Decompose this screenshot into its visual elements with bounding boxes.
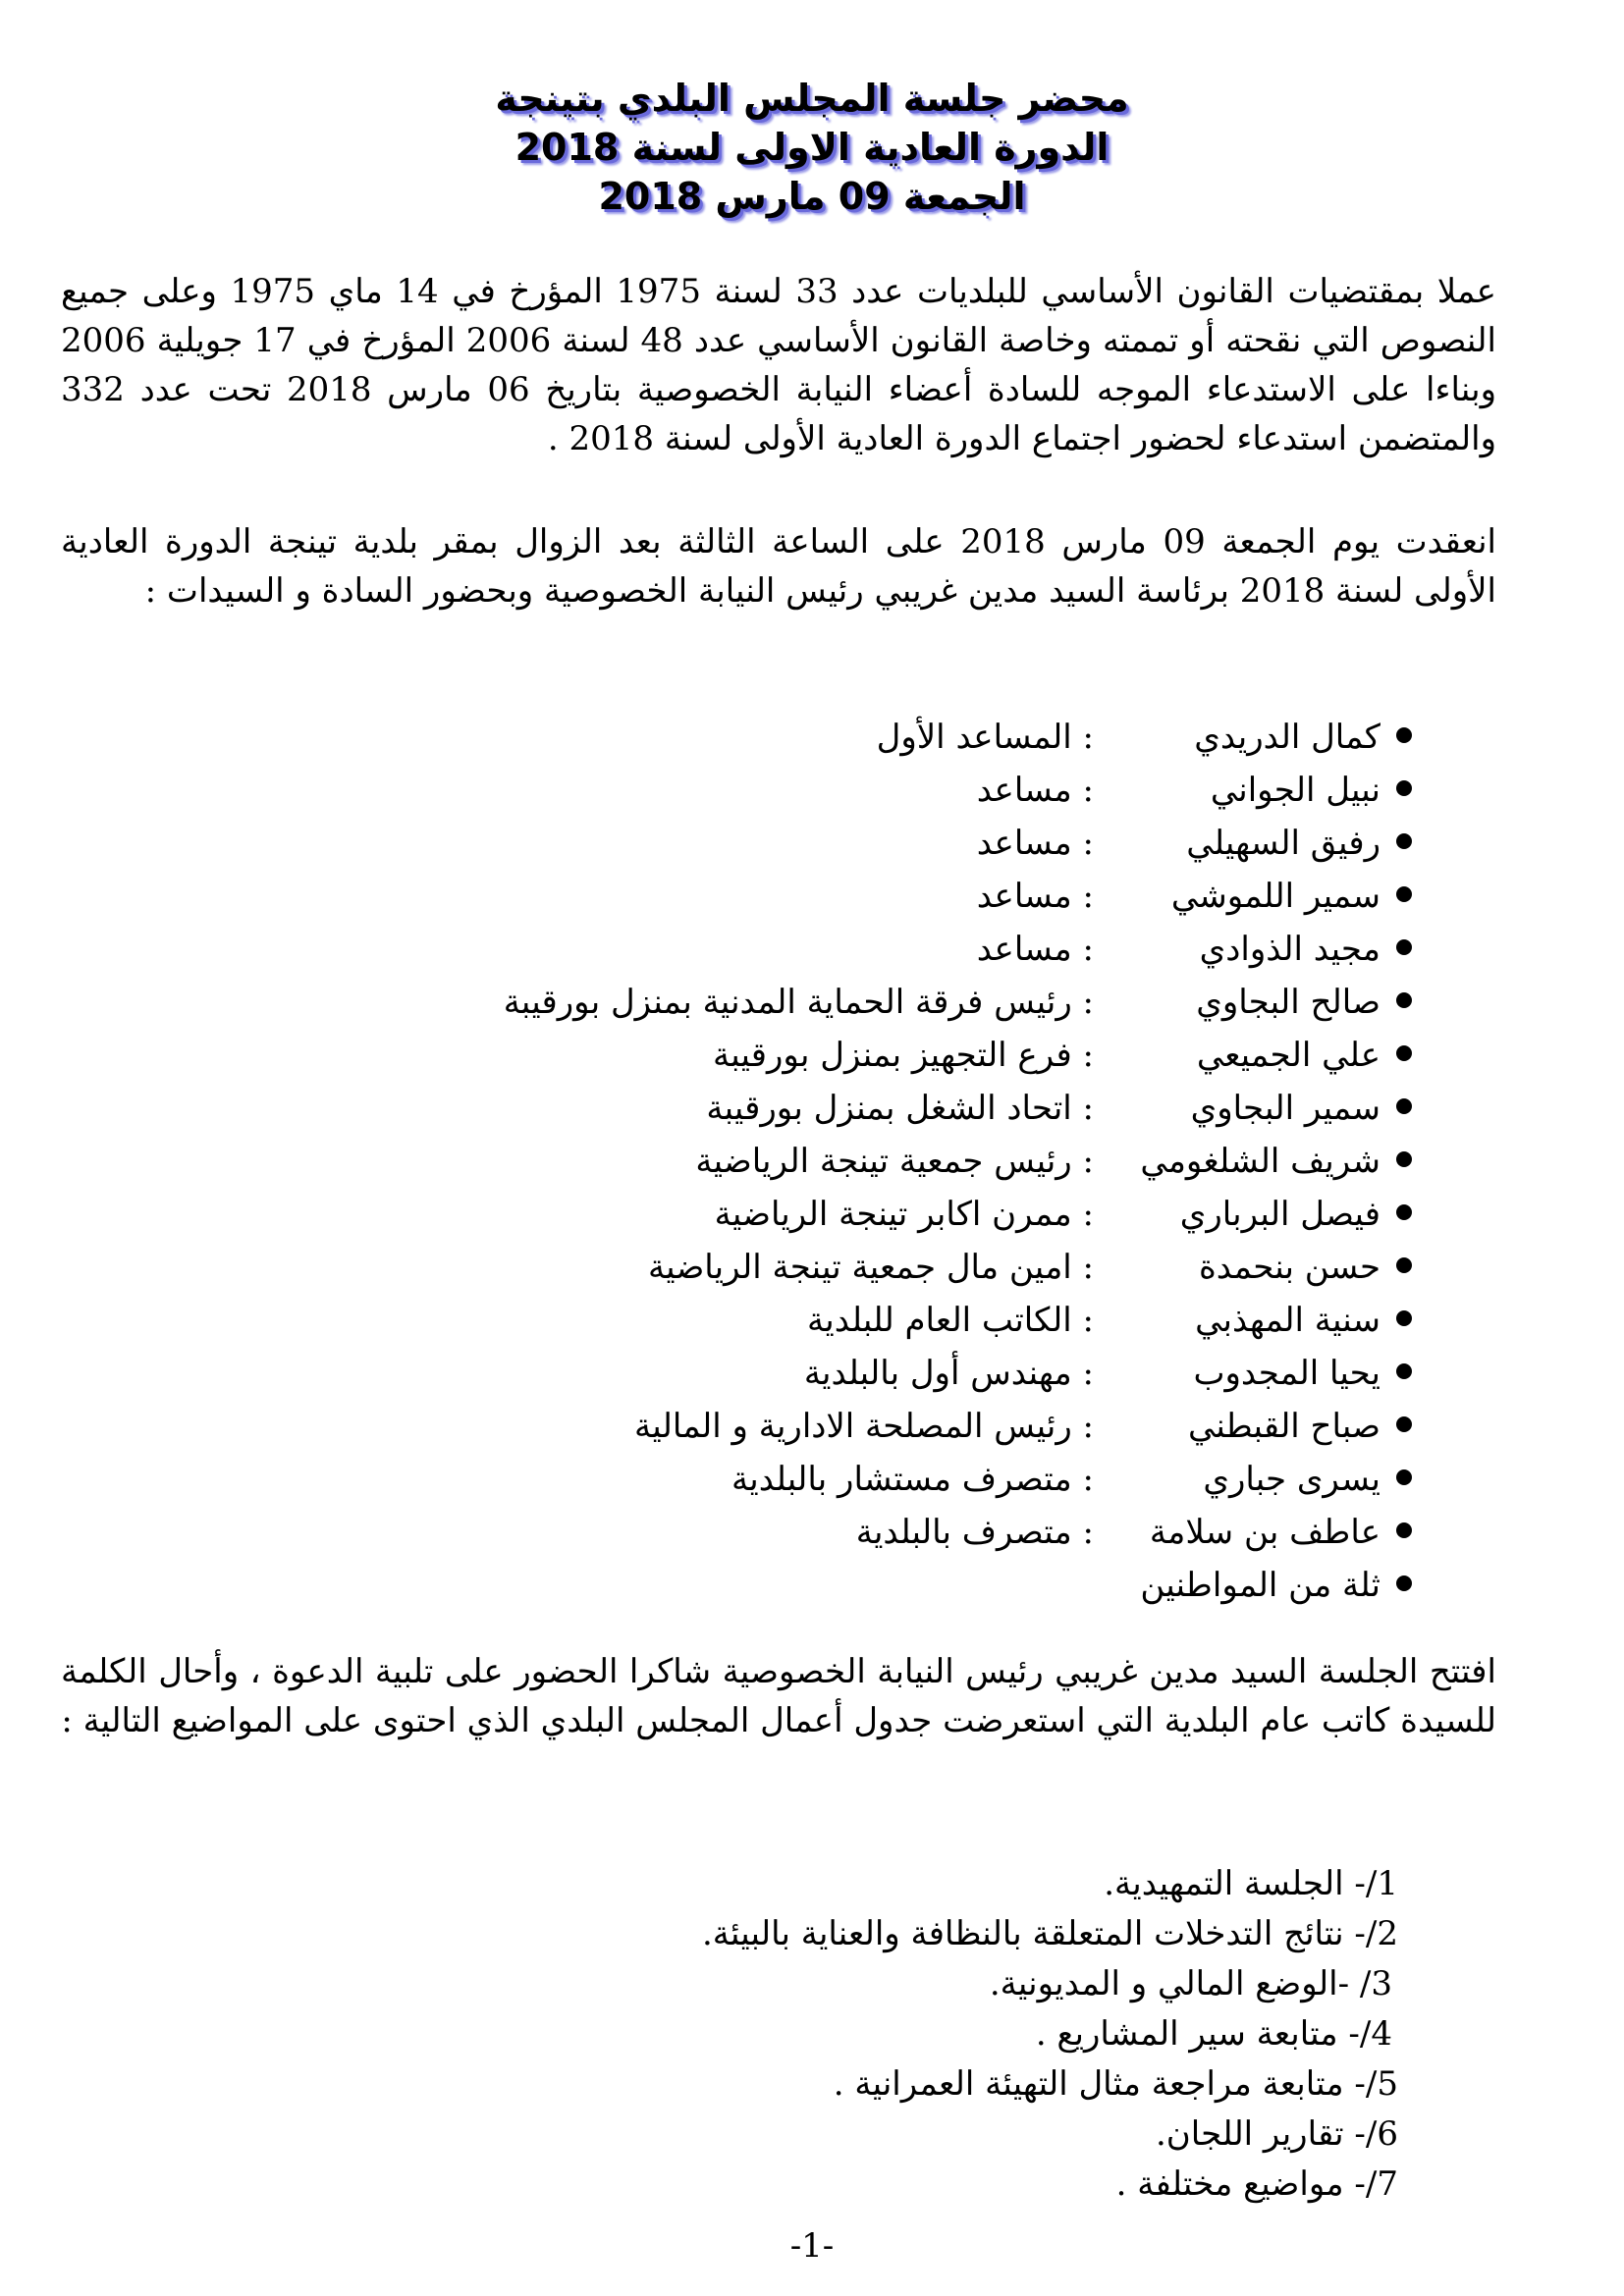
bullet-icon [1396, 1045, 1412, 1061]
list-item [0, 1242, 1624, 1293]
agenda-list [0, 1860, 1624, 2214]
attendee-role: : متصرف بالبلدية [855, 1513, 1094, 1552]
attendee-name: كمال الدريدي [1194, 718, 1380, 757]
bullet-icon [1396, 1310, 1412, 1326]
attendee-name: علي الجميعي [1196, 1036, 1380, 1075]
bullet-icon [1396, 1522, 1412, 1538]
attendee-name: صباح القبطني [1188, 1407, 1380, 1446]
bullet-icon [1396, 939, 1412, 955]
attendee-role: : امين مال جمعية تينجة الرياضية [647, 1248, 1094, 1287]
attendee-name: حسن بنحمدة [1198, 1248, 1380, 1287]
attendee-role: : مساعد [976, 930, 1094, 969]
bullet-icon [1396, 833, 1412, 849]
attendee-name: سمير اللموشي [1170, 877, 1380, 916]
list-item [0, 871, 1624, 922]
bullet-icon [1396, 886, 1412, 902]
intro-paragraph: عملا بمقتضيات القانون الأساسي للبلديات عدد 33 لسنة 1975 المؤرخ في 14 ماي 1975 وعلى جميع النصوص التي نقحته أو تممته وخاصة القانون الأساسي عدد 48 لسنة 2006 المؤرخ في 17 جويلية 2006 وبناءا على الاستدعاء الموجه للسادة أعضاء النيابة الخصوصية بتاريخ 06 مارس 2018 تحت عدد 332 والمتضمن استدعاء لحضور اجتماع الدورة العادية الأولى لسنة 2018 . [61, 272, 1496, 458]
bullet-icon [1396, 1575, 1412, 1591]
bullet-icon [1396, 780, 1412, 796]
list-item [0, 1454, 1624, 1505]
attendee-name: صالح البجاوي [1196, 983, 1380, 1022]
page-number: -1- [789, 2226, 835, 2266]
attendee-role: : رئيس جمعية تينجة الرياضية [695, 1142, 1094, 1181]
session-paragraph: انعقدت يوم الجمعة 09 مارس 2018 على الساعة الثالثة بعد الزوال بمقر بلدية تينجة الدورة العادية الأولى لسنة 2018 برئاسة السيد مدين غريبي رئيس النيابة الخصوصية وبحضور السادة و السيدات : [61, 522, 1497, 611]
bullet-icon [1396, 1416, 1412, 1432]
list-item [0, 1189, 1624, 1240]
agenda-item: 7/- مواضيع مختلفة . [1115, 2164, 1398, 2204]
list-item [0, 1401, 1624, 1452]
attendee-role: : مساعد [976, 771, 1094, 810]
list-item [0, 1295, 1624, 1346]
bullet-icon [1396, 1151, 1412, 1167]
bullet-icon [1396, 992, 1412, 1008]
document-title [0, 74, 1624, 221]
list-item [0, 765, 1624, 816]
attendee-role: : ممرن اكابر تينجة الرياضية [714, 1195, 1094, 1234]
attendee-role: : مهندس أول بالبلدية [803, 1354, 1094, 1393]
list-item [0, 1507, 1624, 1558]
attendee-name: فيصل البرباري [1179, 1195, 1380, 1234]
title-line-2: الدورة العادية الاولى لسنة 2018 [514, 126, 1110, 169]
list-item [0, 712, 1624, 763]
attendee-role: : رئيس فرقة الحماية المدنية بمنزل بورقيبة [503, 983, 1094, 1022]
title-line-3: الجمعة 09 مارس 2018 [598, 175, 1026, 218]
opening-paragraph: افتتح الجلسة السيد مدين غريبي رئيس النيابة الخصوصية شاكرا الحضور على تلبية الدعوة ، وأحال الكلمة للسيدة كاتب عام البلدية التي استعرضت جدول أعمال المجلس البلدي الذي احتوى على المواضيع التالية : [61, 1652, 1496, 1740]
list-item [0, 1083, 1624, 1134]
list-item [0, 1348, 1624, 1399]
list-item [0, 1136, 1624, 1187]
list-item [0, 1560, 1624, 1611]
attendee-name: شريف الشلغومي [1140, 1142, 1380, 1181]
attendee-role: : متصرف مستشار بالبلدية [731, 1460, 1094, 1499]
attendee-name: نبيل الجواني [1210, 771, 1380, 810]
attendee-role: : رئيس المصلحة الادارية و المالية [634, 1407, 1094, 1446]
attendee-role: : مساعد [976, 824, 1094, 863]
attendee-name: يسرى جباري [1203, 1460, 1380, 1499]
bullet-icon [1396, 1257, 1412, 1273]
attendee-role: : اتحاد الشغل بمنزل بورقيبة [706, 1089, 1094, 1128]
attendee-name: ثلة من المواطنين [1140, 1566, 1380, 1605]
list-item [0, 977, 1624, 1028]
attendee-name: رفيق السهيلي [1186, 824, 1380, 863]
bullet-icon [1396, 1469, 1412, 1485]
attendee-role: : المساعد الأول [876, 718, 1094, 757]
agenda-item: 1/- الجلسة التمهيدية. [1104, 1864, 1398, 1903]
agenda-item: 4/- متابعة سير المشاريع . [1035, 2014, 1392, 2054]
attendee-name: سمير البجاوي [1190, 1089, 1380, 1128]
attendee-role: : فرع التجهيز بمنزل بورقيبة [713, 1036, 1094, 1075]
list-item [0, 1030, 1624, 1081]
list-item [0, 924, 1624, 975]
attendee-name: سنية المهذبي [1195, 1301, 1380, 1340]
bullet-icon [1396, 1098, 1412, 1114]
title-line-1: محضر جلسة المجلس البلدي بتينجة [495, 77, 1129, 120]
agenda-item: 2/- نتائج التدخلات المتعلقة بالنظافة والعناية بالبيئة. [701, 1914, 1398, 1953]
bullet-icon [1396, 1204, 1412, 1220]
agenda-item: 3/ -الوضع المالي و المديونية. [989, 1964, 1392, 2003]
attendee-role: : مساعد [976, 877, 1094, 916]
attendee-name: يحيا المجدوب [1193, 1354, 1380, 1393]
agenda-item: 5/- متابعة مراجعة مثال التهيئة العمرانية . [833, 2064, 1398, 2104]
list-item [0, 818, 1624, 869]
bullet-icon [1396, 1363, 1412, 1379]
attendees-list [0, 712, 1624, 1634]
attendee-role: : الكاتب العام للبلدية [807, 1301, 1094, 1340]
bullet-icon [1396, 727, 1412, 743]
attendee-name: عاطف بن سلامة [1149, 1513, 1380, 1552]
attendee-name: مجيد الذوادي [1199, 930, 1380, 969]
agenda-item: 6/- تقارير اللجان. [1155, 2114, 1398, 2154]
